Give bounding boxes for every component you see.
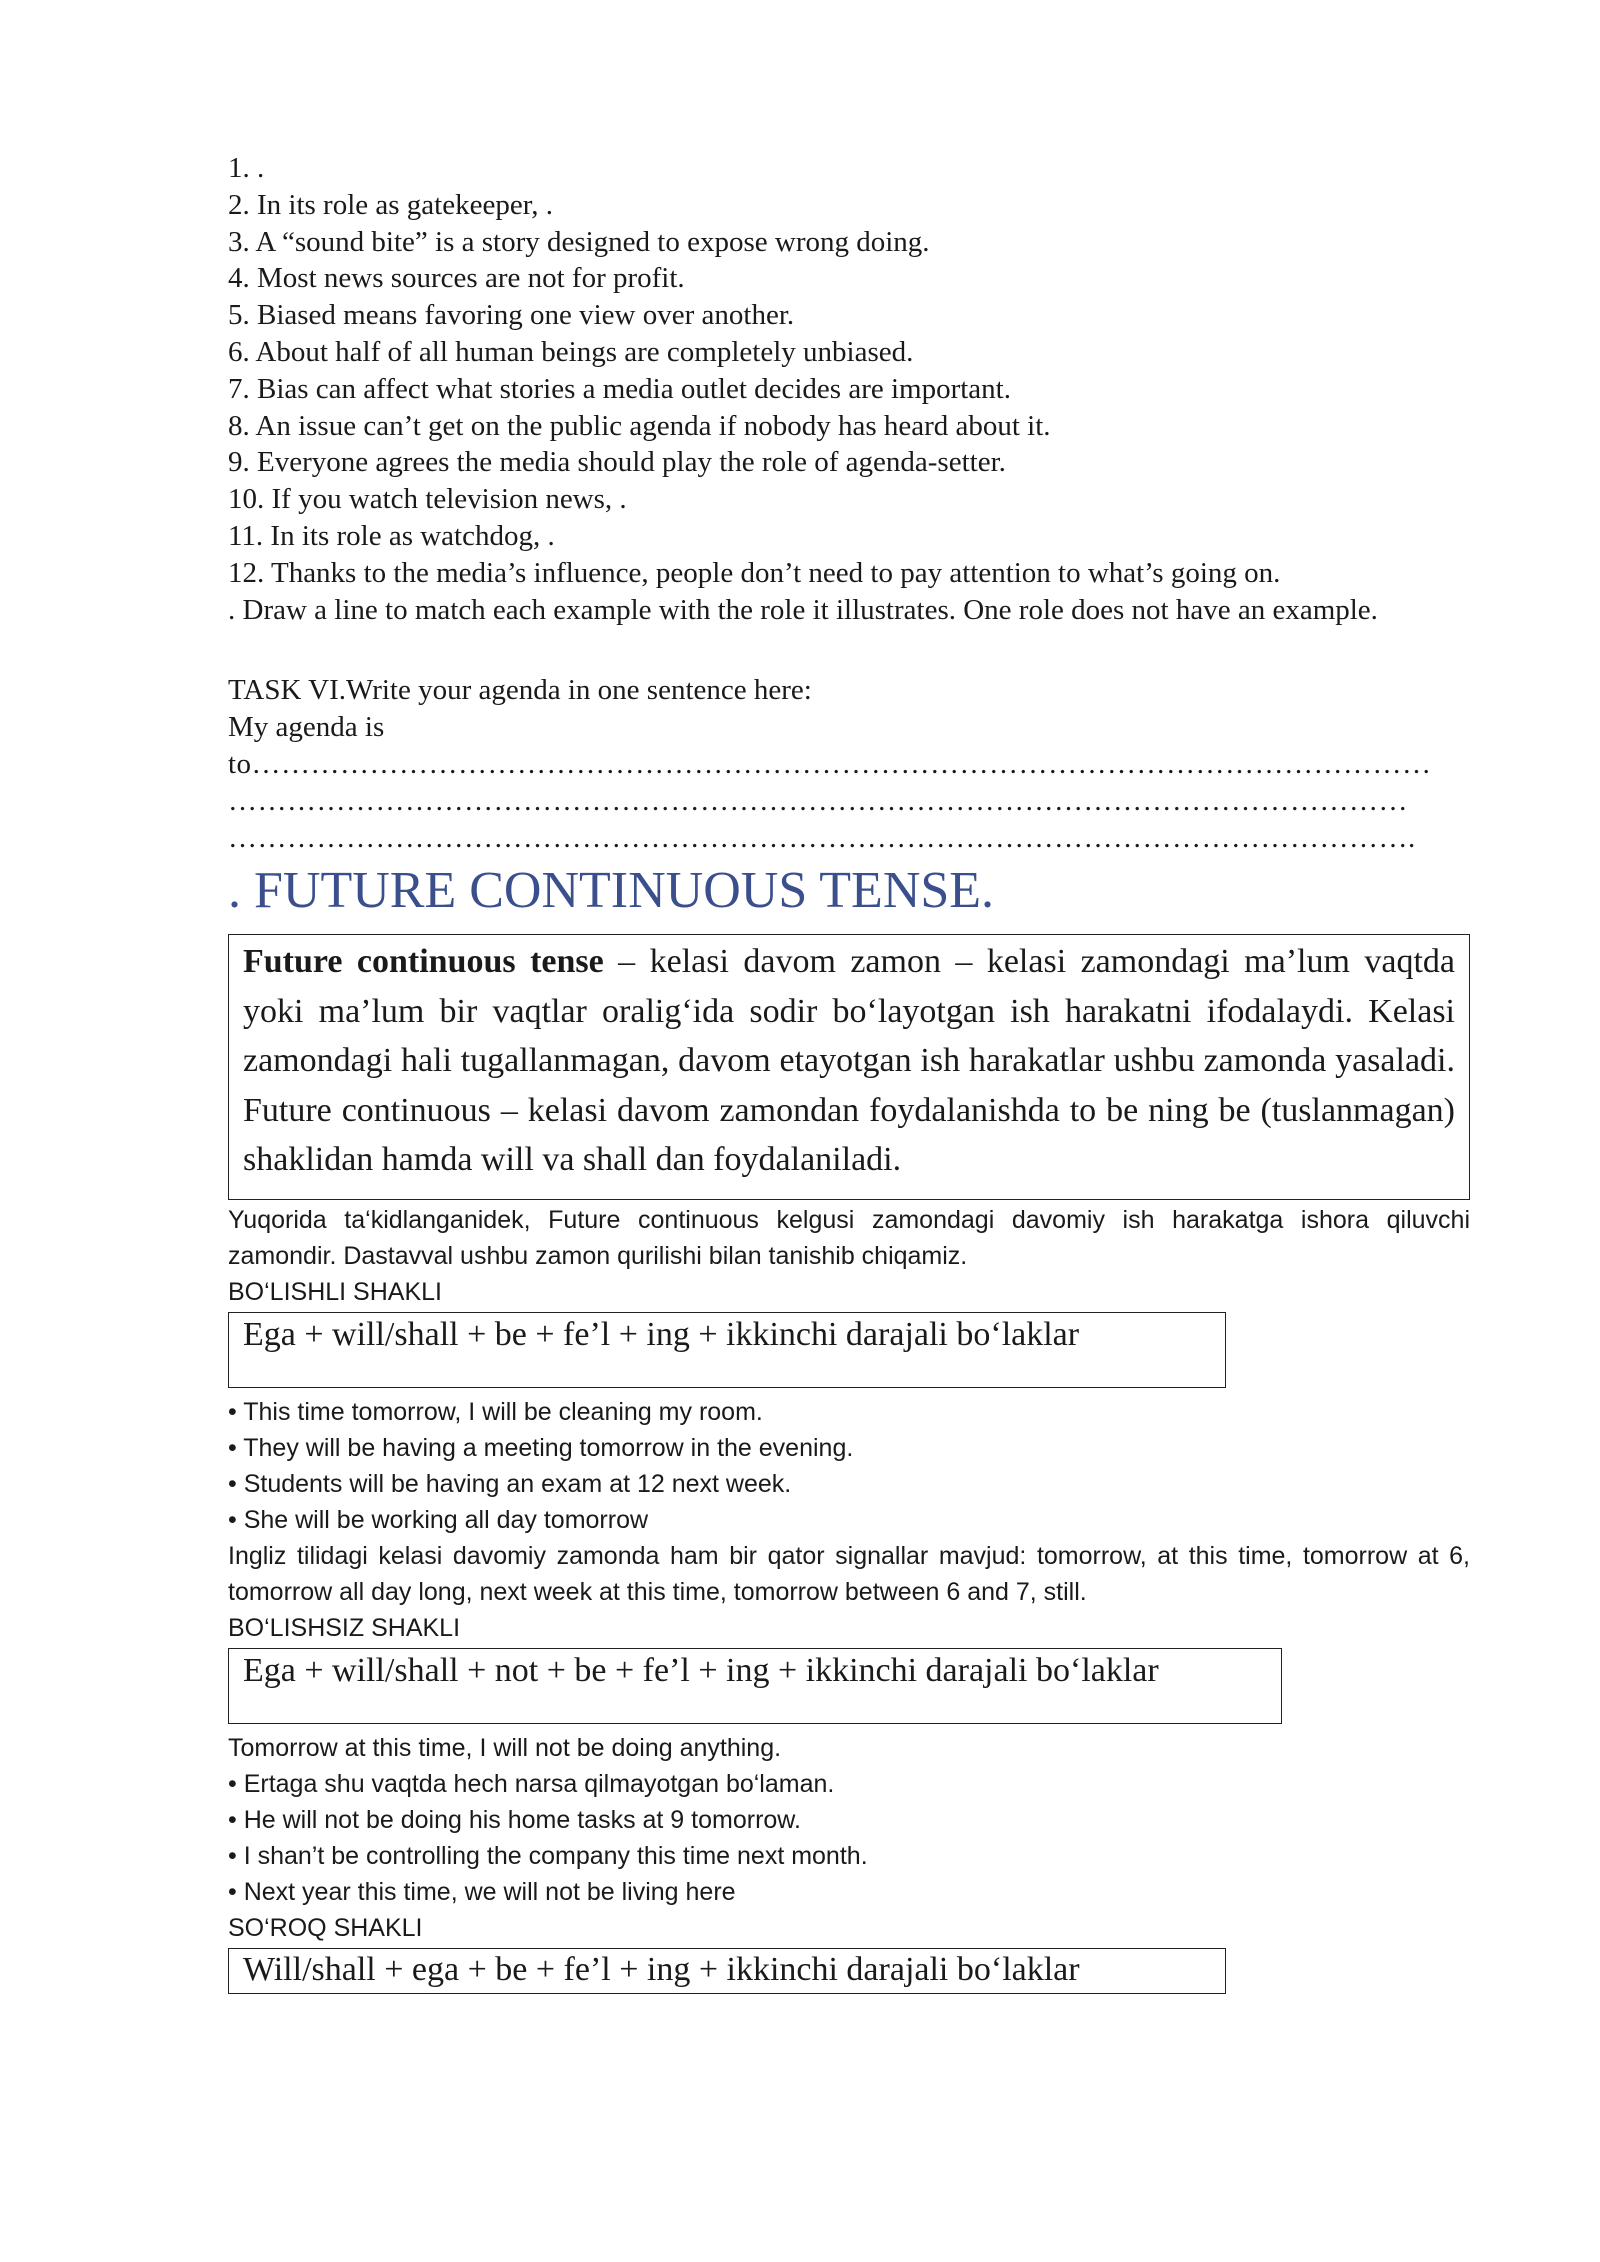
example-item: • They will be having a meeting tomorrow in the evening. xyxy=(228,1433,854,1462)
affirmative-formula: Ega + will/shall + be + fe’l + ing + ikkinchi darajali bo‘laklar xyxy=(243,1315,1080,1353)
example-item: • I shan’t be controlling the company this time next month. xyxy=(228,1841,868,1870)
example-item: • She will be working all day tomorrow xyxy=(228,1505,649,1534)
list-item: 4. Most news sources are not for profit. xyxy=(228,262,685,295)
list-item: 2. In its role as gatekeeper, . xyxy=(228,188,553,221)
list-item: 3. A “sound bite” is a story designed to expose wrong doing. xyxy=(228,225,930,258)
list-item: 10. If you watch television news, . xyxy=(228,483,627,516)
task-title: TASK VI.Write your agenda in one sentence here: xyxy=(228,674,812,707)
affirmative-label: BO‘LISHLI SHAKLI xyxy=(228,1277,442,1306)
example-item: • Ertaga shu vaqtda hech narsa qilmayotgan bo‘laman. xyxy=(228,1769,835,1798)
signal-words-paragraph: Ingliz tilidagi kelasi davomiy zamonda ham bir qator signallar mavjud: tomorrow, at this time, tomorrow at 6, tomorrow all day long, next week at this time, tomorrow between 6 and 7, still. xyxy=(228,1541,1470,1606)
question-formula: Will/shall + ega + be + fe’l + ing + ikkinchi darajali bo‘laklar xyxy=(243,1950,1080,1988)
agenda-answer-line[interactable]: ………………………………………………………………………………………………………… xyxy=(228,784,1408,817)
question-label: SO‘ROQ SHAKLI xyxy=(228,1913,423,1942)
affirmative-formula-box xyxy=(228,1312,1226,1388)
task-vi-section xyxy=(228,672,1470,856)
negative-formula-box xyxy=(228,1648,1282,1724)
negative-label: BO‘LISHSIZ SHAKLI xyxy=(228,1613,461,1642)
list-item: 6. About half of all human beings are completely unbiased. xyxy=(228,335,914,368)
intro-paragraph: Yuqorida ta‘kidlanganidek, Future continuous kelgusi zamondagi davomiy ish harakatga ishora qiluvchi zamondir. Dastavval ushbu zamon qurilishi bilan tanishib chiqamiz. xyxy=(228,1205,1470,1270)
list-item: 1. . xyxy=(228,152,265,184)
document-page xyxy=(228,150,1470,1994)
example-item: • This time tomorrow, I will be cleaning my room. xyxy=(228,1397,763,1426)
list-item: 12. Thanks to the media’s influence, people don’t need to pay attention to what’s going on. xyxy=(228,556,1281,589)
list-item: 11. In its role as watchdog, . xyxy=(228,519,555,552)
list-item: 7. Bias can affect what stories a media outlet decides are important. xyxy=(228,372,1011,405)
list-item: 9. Everyone agrees the media should play the role of agenda-setter. xyxy=(228,446,1006,479)
negative-formula: Ega + will/shall + not + be + fe’l + ing + ikkinchi darajali bo‘laklar xyxy=(243,1651,1159,1689)
affirmative-examples xyxy=(228,1394,1470,1538)
numbered-statement-list xyxy=(228,150,1470,592)
definition-text: – kelasi davom zamon – kelasi zamondagi ma’lum vaqtda yoki ma’lum bir vaqtlar oralig‘ida sodir bo‘layotgan ish harakatni ifodalaydi. Kelasi zamondagi hali tugallanmagan, davom etayotgan ish harakatlar ushbu zamonda yasaladi. Future continuous – kelasi davom zamondan foydalanishda to be ning be (tuslanmagan) shaklidan hamda will va shall dan foydalaniladi. xyxy=(243,943,1455,1179)
example-item: • Next year this time, we will not be living here xyxy=(228,1877,736,1906)
list-item: 5. Biased means favoring one view over another. xyxy=(228,299,795,332)
example-item: Tomorrow at this time, I will not be doing anything. xyxy=(228,1733,782,1762)
question-formula-box xyxy=(228,1948,1226,1994)
definition-term: Future continuous tense xyxy=(243,943,604,981)
agenda-prompt: My agenda is xyxy=(228,711,385,744)
negative-examples xyxy=(228,1730,1470,1910)
example-item: • He will not be doing his home tasks at 9 tomorrow. xyxy=(228,1805,801,1834)
definition-box xyxy=(228,934,1470,1200)
section-heading: . FUTURE CONTINUOUS TENSE. xyxy=(228,862,995,920)
example-item: • Students will be having an exam at 12 next week. xyxy=(228,1469,792,1498)
agenda-answer-line[interactable]: …………………………………………………………………………………………………………. xyxy=(228,821,1416,854)
list-item: 8. An issue can’t get on the public agenda if nobody has heard about it. xyxy=(228,409,1051,442)
agenda-answer-line[interactable]: to………………………………………………………………………………………………………… xyxy=(228,747,1432,780)
match-instruction: . Draw a line to match each example with the role it illustrates. One role does not have an example. xyxy=(228,593,1378,626)
